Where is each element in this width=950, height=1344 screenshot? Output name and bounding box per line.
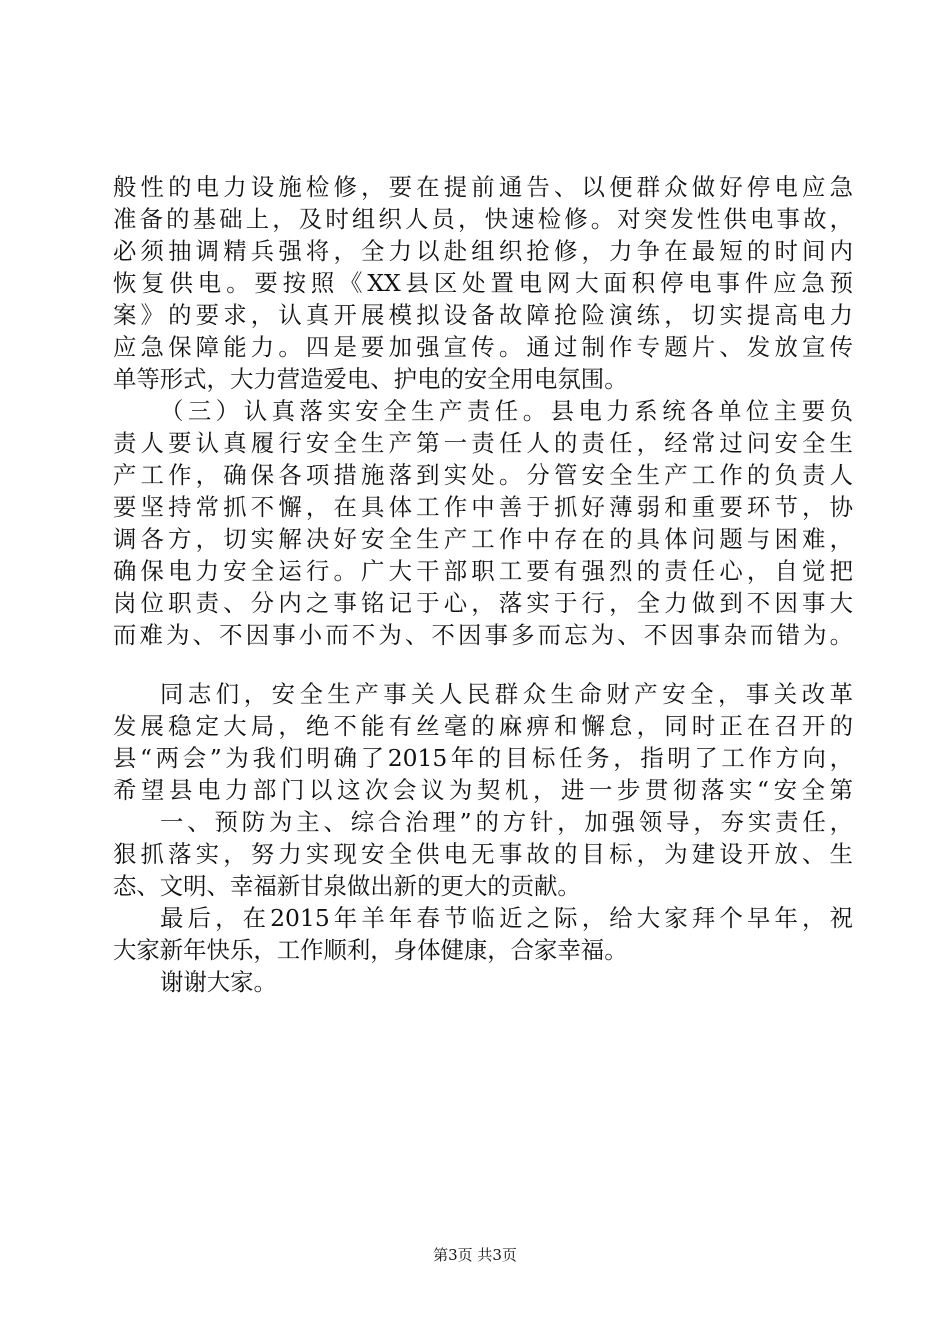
paragraph-3-line-1: 同志们，安全生产事关人民群众生命财产安全，事关改革	[160, 680, 853, 708]
paragraph-1-line-7: 单等形式，大力营造爱电、护电的安全用电氛围。	[113, 365, 628, 393]
paragraph-2-line-6: 确保电力安全运行。广大干部职工要有强烈的责任心，自觉把	[113, 557, 853, 585]
paragraph-2-line-1: （三）认真落实安全生产责任。县电力系统各单位主要负	[160, 397, 853, 425]
paragraph-4-line-2: 大家新年快乐，工作顺利，身体健康，合家幸福。	[113, 936, 628, 964]
paragraph-3-line-2: 发展稳定大局，绝不能有丝毫的麻痹和懈怠，同时正在召开的	[113, 712, 853, 740]
paragraph-1-line-3: 必须抽调精兵强将，全力以赴组织抢修，力争在最短的时间内	[113, 237, 853, 265]
paragraph-2-line-4: 要坚持常抓不懈，在具体工作中善于抓好薄弱和重要环节，协	[113, 493, 853, 521]
paragraph-gap	[113, 651, 853, 678]
paragraph-1-line-2: 准备的基础上，及时组织人员，快速检修。对突发性供电事故，	[113, 205, 853, 233]
paragraph-3-line-5: 一、预防为主、综合治理”的方针，加强领导，夯实责任，	[160, 808, 853, 836]
paragraph-1-line-6: 应急保障能力。四是要加强宣传。通过制作专题片、发放宣传	[113, 333, 853, 361]
paragraph-1-line-5: 案》的要求，认真开展模拟设备故障抢险演练，切实提高电力	[113, 301, 853, 329]
document-body	[113, 171, 853, 998]
paragraph-2-line-3: 产工作，确保各项措施落到实处。分管安全生产工作的负责人	[113, 461, 853, 489]
paragraph-1-line-4: 恢复供电。要按照《XX县区处置电网大面积停电事件应急预	[113, 269, 853, 297]
page-number-footer: 第3页 共3页	[433, 1246, 517, 1264]
paragraph-5-line-1: 谢谢大家。	[160, 968, 277, 996]
paragraph-3-line-6: 狠抓落实，努力实现安全供电无事故的目标，为建设开放、生	[113, 840, 853, 868]
paragraph-2-line-8: 而难为、不因事小而不为、不因事多而忘为、不因事杂而错为。	[113, 621, 853, 649]
paragraph-2-line-5: 调各方，切实解决好安全生产工作中存在的具体问题与困难，	[113, 525, 853, 553]
paragraph-3-line-3: 县“两会”为我们明确了2015年的目标任务，指明了工作方向，	[113, 744, 853, 772]
paragraph-3-line-7: 态、文明、幸福新甘泉做出新的更大的贡献。	[113, 872, 581, 900]
paragraph-1-line-1: 般性的电力设施检修，要在提前通告、以便群众做好停电应急	[113, 173, 853, 201]
paragraph-3-line-4: 希望县电力部门以这次会议为契机，进一步贯彻落实“安全第	[113, 776, 853, 804]
paragraph-2-line-7: 岗位职责、分内之事铭记于心，落实于行，全力做到不因事大	[113, 589, 853, 617]
paragraph-2-line-2: 责人要认真履行安全生产第一责任人的责任，经常过问安全生	[113, 429, 853, 457]
paragraph-4-line-1: 最后，在2015年羊年春节临近之际，给大家拜个早年，祝	[160, 904, 853, 932]
